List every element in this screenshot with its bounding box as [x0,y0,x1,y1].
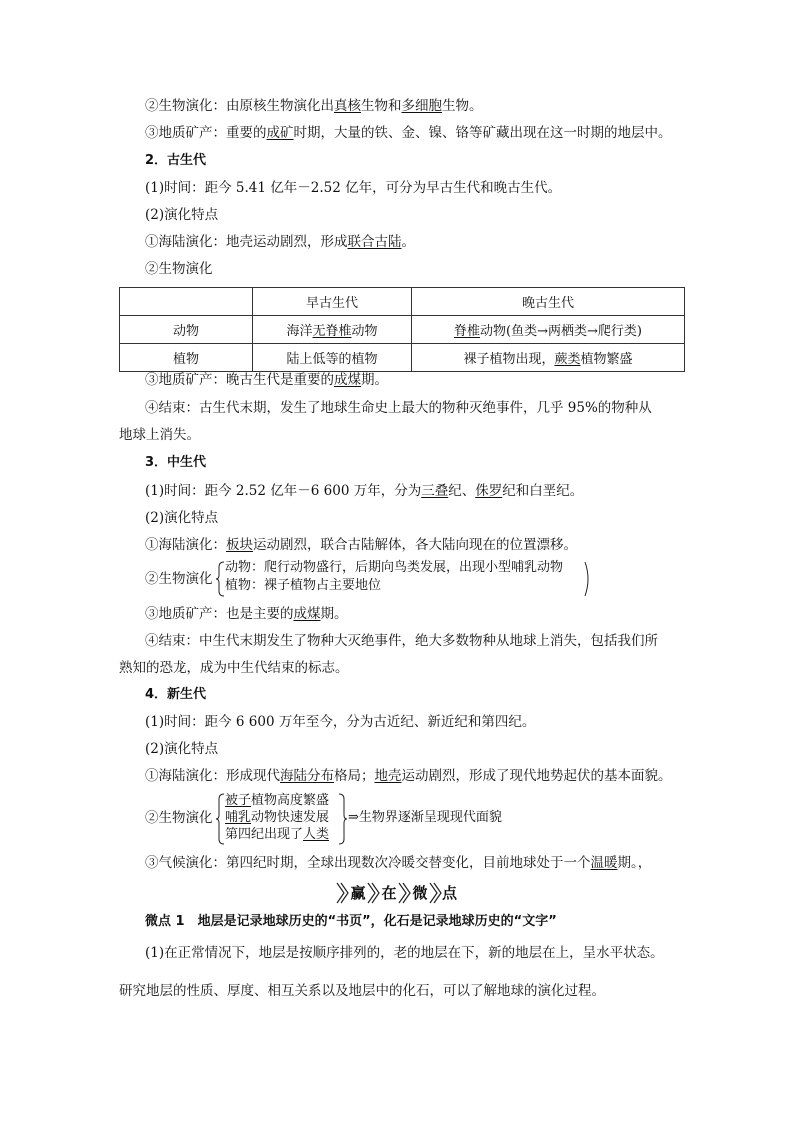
left-brace-icon [215,793,225,845]
table-cell: 海洋无脊椎动物 [253,316,412,344]
mesozoic-time: (1)时间：距今 2.52 亿年－6 600 万年，分为三叠纪、侏罗纪和白垩纪。 [145,483,584,499]
mesozoic-bio-plant: 植物：裸子植物占主要地位 [225,578,382,593]
paleozoic-mineral: ③地质矿产：晚古生代是重要的成煤期。 [145,372,388,388]
cenozoic-climate: ③气候演化：第四纪时期，全球出现数次冷暖交替变化，目前地球处于一个温暖期。， [145,855,652,871]
paleozoic-time: (1)时间：距今 5.41 亿年－2.52 亿年，可分为早古生代和晚古生代。 [145,180,562,196]
banner-char: 点 [441,884,457,902]
banner-char: 在 [381,884,397,902]
right-brace-icon [338,793,348,845]
table-cell: 裸子植物出现，蕨类植物繁盛 [412,344,685,372]
micro-point-para1: (1)在正常情况下，地层是按顺序排列的，老的地层在下，新的地层在上，呈水平状态。 [145,945,664,961]
paleozoic-end-line1: ④结束：古生代末期，发生了地球生命史上最大的物种灭绝事件，几乎 95%的物种从 [145,400,652,416]
cenozoic-bio-result: ⇒生物界逐渐呈现现代面貌 [348,810,502,825]
cenozoic-bio-line3: 第四纪出现了人类 [225,827,330,842]
mesozoic-end-line1: ④结束：中生代末期发生了物种大灭绝事件，绝大多数物种从地球上消失，包括我们所 [145,633,658,649]
mesozoic-end-line2: 熟知的恐龙，成为中生代结束的标志。 [119,660,349,676]
paleozoic-features: (2)演化特点 [145,207,219,223]
table-cell: 脊椎动物(鱼类→两栖类→爬行类) [412,316,685,344]
table-row-label: 植物 [120,344,253,372]
cenozoic-heading: 4．新生代 [145,687,207,702]
left-brace-icon [215,561,225,597]
paleozoic-evolution-table [119,287,685,372]
bio-evolution-precambrian: ②生物演化：由原核生物演化出真核生物和多细胞生物。 [145,98,483,114]
paleozoic-heading: 2．古生代 [145,153,207,168]
right-paren-icon [584,561,592,597]
mesozoic-bio-animal: 动物：爬行动物盛行，后期向鸟类发展，出现小型哺乳动物 [225,560,564,575]
paleozoic-bio-label: ②生物演化 [145,261,213,277]
mesozoic-mineral: ③地质矿产：也是主要的成煤期。 [145,606,348,622]
cenozoic-time: (1)时间：距今 6 600 万年至今，分为古近纪、新近纪和第四纪。 [145,714,536,730]
table-row [120,344,685,372]
paleozoic-sea-land: ①海陆演化：地壳运动剧烈，形成联合古陆。 [145,234,415,250]
mesozoic-heading: 3．中生代 [145,455,207,470]
cenozoic-bio-line1: 被子植物高度繁盛 [225,793,330,808]
mesozoic-bio-label: ②生物演化 [145,571,213,587]
banner-char: 赢 [350,884,366,902]
cenozoic-features: (2)演化特点 [145,741,219,757]
cenozoic-bio-label: ②生物演化 [145,810,213,826]
table-header: 早古生代 [253,288,412,316]
micro-point-para2: 研究地层的性质、厚度、相互关系以及地层中的化石，可以了解地球的演化过程。 [119,983,605,999]
cenozoic-sea-land: ①海陆演化：形成现代海陆分布格局；地壳运动剧烈，形成了现代地势起伏的基本面貌。 [145,768,672,784]
mineral-precambrian: ③地质矿产：重要的成矿时期，大量的铁、金、镍、铬等矿藏出现在这一时期的地层中。 [145,125,672,141]
mesozoic-sea-land: ①海陆演化：板块运动剧烈，联合古陆解体，各大陆向现在的位置漂移。 [145,537,577,553]
section-banner [335,880,459,906]
table-cell: 陆上低等的植物 [253,344,412,372]
banner-char: 微 [412,884,428,902]
table-row [120,288,685,316]
table-row [120,316,685,344]
table-header: 晚古生代 [412,288,685,316]
table-row-label: 动物 [120,316,253,344]
paleozoic-end-line2: 地球上消失。 [119,427,200,443]
cenozoic-bio-line2: 哺乳动物快速发展 [225,810,330,825]
mesozoic-features: (2)演化特点 [145,510,219,526]
micro-point-title: 微点 1 地层是记录地球历史的“书页”，化石是记录地球历史的“文字” [145,914,557,929]
table-corner-cell [120,288,253,316]
